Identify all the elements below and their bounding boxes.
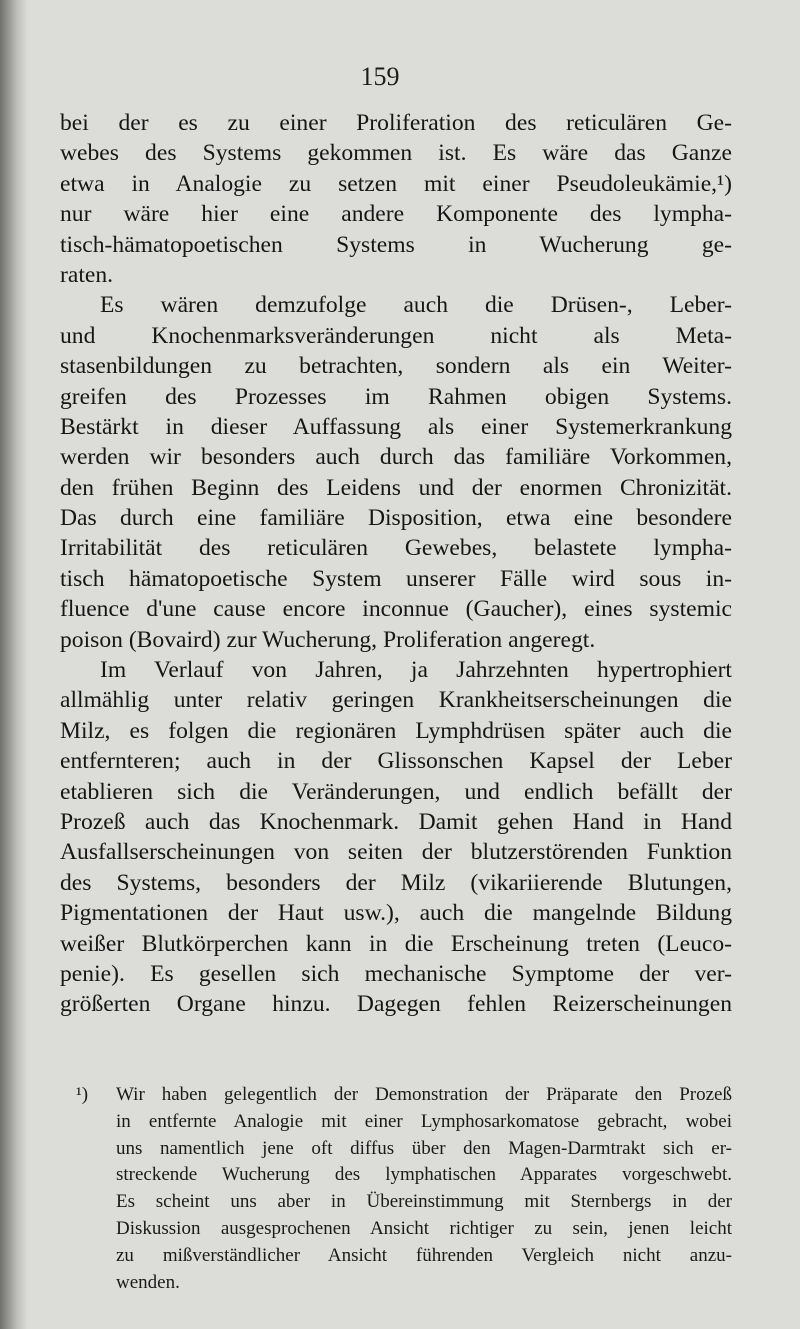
text-line: werden wir besonders auch durch das familiäre Vorkommen, xyxy=(60,444,732,471)
text-line: Das durch eine familiäre Disposition, etwa eine besondere xyxy=(60,505,732,532)
text-line: Es wären demzufolge auch die Drüsen-, Leber- xyxy=(100,292,732,319)
text-line: greifen des Prozesses im Rahmen obigen Systems. xyxy=(60,383,732,410)
text-line: nur wäre hier eine andere Komponente des lympha- xyxy=(60,201,732,228)
text-line: des Systems, besonders der Milz (vikariierende Blutungen, xyxy=(60,869,732,896)
text-line: Im Verlauf von Jahren, ja Jahrzehnten hypertrophiert xyxy=(100,657,732,684)
text-line: etwa in Analogie zu setzen mit einer Pseudoleukämie,¹) xyxy=(60,170,732,197)
footnote-line: streckende Wucherung des lymphatischen Apparates vorgeschwebt. xyxy=(116,1164,732,1186)
text-line: webes des Systems gekommen ist. Es wäre das Ganze xyxy=(60,140,732,167)
page-number: 159 xyxy=(360,62,400,91)
text-line: bei der es zu einer Proliferation des reticulären Ge- xyxy=(60,110,732,136)
main-text-block xyxy=(60,108,732,1020)
text-line: etablieren sich die Veränderungen, und endlich befällt der xyxy=(60,778,732,805)
text-line: Prozeß auch das Knochenmark. Damit gehen Hand in Hand xyxy=(60,808,732,835)
text-line: Pigmentationen der Haut usw.), auch die mangelnde Bildung xyxy=(60,900,732,927)
text-line: Milz, es folgen die regionären Lymphdrüsen später auch die xyxy=(60,717,732,744)
text-line: Ausfallserscheinungen von seiten der blutzerstörenden Funktion xyxy=(60,839,732,866)
text-line: den frühen Beginn des Leidens und der enormen Chronizität. xyxy=(60,474,732,501)
footnote-line: uns namentlich jene oft diffus über den Magen-Darmtrakt sich er- xyxy=(116,1137,732,1159)
text-line: stasenbildungen zu betrachten, sondern als ein Weiter- xyxy=(60,353,732,380)
text-line: poison (Bovaird) zur Wucherung, Proliferation angeregt. xyxy=(60,626,596,653)
footnote-line: zu mißverständlicher Ansicht führenden Vergleich nicht anzu- xyxy=(116,1244,732,1266)
text-line: weißer Blutkörperchen kann in die Erscheinung treten (Leuco- xyxy=(60,930,732,957)
footnote-line xyxy=(76,1082,732,1109)
footnote-marker: ¹) xyxy=(76,1084,89,1105)
text-line: größerten Organe hinzu. Dagegen fehlen Reizerscheinungen xyxy=(60,991,732,1018)
text-line: Bestärkt in dieser Auffassung als einer Systemerkrankung xyxy=(60,413,732,440)
text-line: penie). Es gesellen sich mechanische Symptome der ver- xyxy=(60,960,732,987)
text-line: Irritabilität des reticulären Gewebes, belastete lympha- xyxy=(60,535,732,562)
text-line: allmählig unter relativ geringen Krankheitserscheinungen die xyxy=(60,687,732,714)
text-line: entfernteren; auch in der Glissonschen Kapsel der Leber xyxy=(60,748,732,775)
footnote-line-text: Wir haben gelegentlich der Demonstration der Präparate den Prozeß xyxy=(116,1084,732,1105)
footnote-line: Diskussion ausgesprochenen Ansicht richtiger zu sein, jenen leicht xyxy=(116,1217,732,1239)
footnote-block xyxy=(76,1082,732,1296)
text-line: und Knochenmarksveränderungen nicht als Meta- xyxy=(60,322,732,349)
footnote-line: Es scheint uns aber in Übereinstimmung mit Sternbergs in der xyxy=(116,1191,732,1213)
footnote-line: wenden. xyxy=(116,1271,180,1293)
text-line: raten. xyxy=(60,261,114,288)
text-line: tisch-hämatopoetischen Systems in Wucherung ge- xyxy=(60,231,732,258)
text-line: fluence d'une cause encore inconnue (Gaucher), eines systemic xyxy=(60,596,732,623)
text-line: tisch hämatopoetische System unserer Fälle wird sous in- xyxy=(60,565,732,592)
page-gutter-shadow xyxy=(0,0,28,1329)
footnote-line: in entfernte Analogie mit einer Lymphosarkomatose gebracht, wobei xyxy=(116,1110,732,1132)
